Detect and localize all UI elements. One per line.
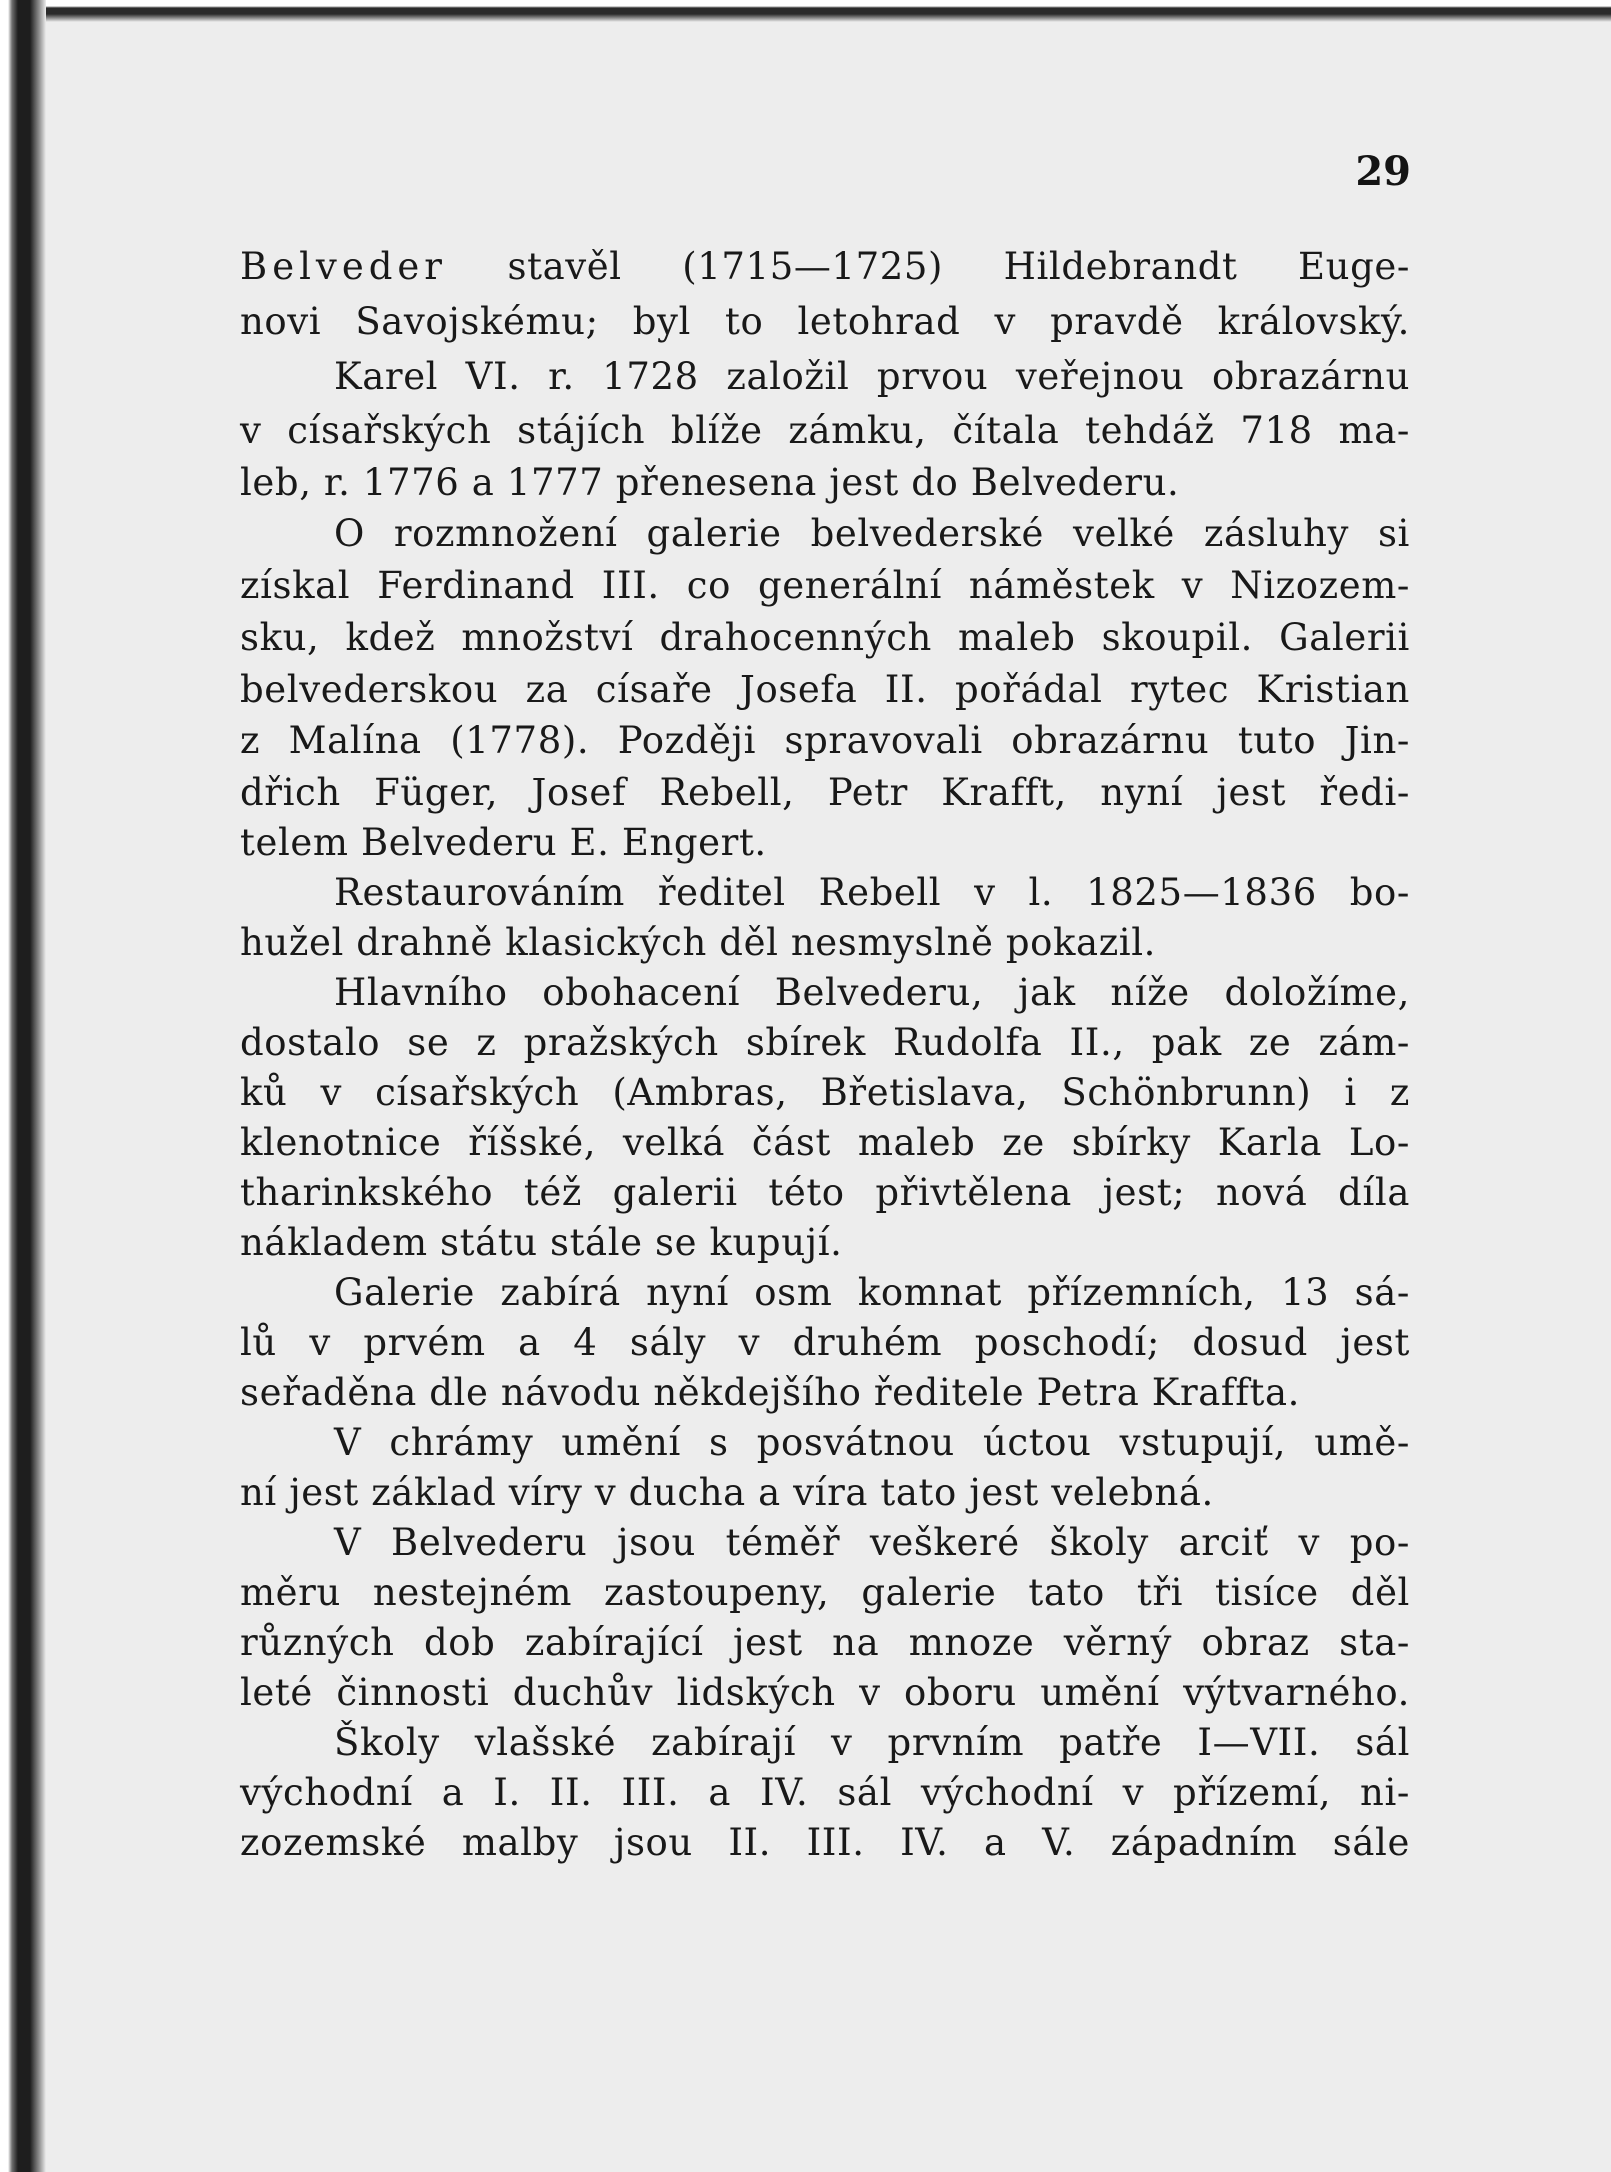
text-line-23: seřaděna dle návodu někdejšího ředitele Petra Kraffta. <box>240 1371 1300 1414</box>
text-line-22: lů v prvém a 4 sály v druhém poschodí; dosud jest <box>240 1321 1410 1364</box>
text-line-1-rest: stavěl (1715—1725) Hildebrandt Euge- <box>507 245 1410 288</box>
text-line-10: z Malína (1778). Později spravovali obrazárnu tuto Jin- <box>240 719 1410 762</box>
text-line-8: sku, kdež množství drahocenných maleb skoupil. Galerii <box>240 616 1410 659</box>
text-line-5: leb, r. 1776 a 1777 přenesena jest do Belvederu. <box>240 461 1180 504</box>
text-line-1 <box>240 242 1410 292</box>
text-line-32: zozemské malby jsou II. III. IV. a V. západním sále <box>240 1821 1410 1864</box>
text-line-29: leté činnosti duchův lidských v oboru umění výtvarného. <box>240 1671 1410 1714</box>
text-line-7: získal Ferdinand III. co generální náměstek v Nizozem- <box>240 564 1410 607</box>
text-line-25: ní jest základ víry v ducha a víra tato jest velebná. <box>240 1471 1214 1514</box>
text-line-24: V chrámy umění s posvátnou úctou vstupují, umě- <box>334 1421 1410 1464</box>
text-line-12: telem Belvederu E. Engert. <box>240 821 767 864</box>
page-number: 29 <box>1355 148 1411 195</box>
text-line-26: V Belvederu jsou téměř veškeré školy arciť v po- <box>334 1521 1410 1564</box>
text-line-16: dostalo se z pražských sbírek Rudolfa II., pak ze zám- <box>240 1021 1410 1064</box>
scan-border-top <box>0 0 1611 22</box>
first-word: Belveder <box>240 245 447 288</box>
text-line-28: různých dob zabírající jest na mnoze věrný obraz sta- <box>240 1621 1410 1664</box>
text-line-6: O rozmnožení galerie belvederské velké zásluhy si <box>334 512 1410 555</box>
scan-border-left <box>0 0 46 2172</box>
text-line-11: dřich Füger, Josef Rebell, Petr Krafft, nyní jest ředi- <box>240 771 1410 814</box>
text-line-31: východní a I. II. III. a IV. sál východní v přízemí, ni- <box>240 1771 1410 1814</box>
text-line-21: Galerie zabírá nyní osm komnat přízemních, 13 sá- <box>334 1271 1410 1314</box>
text-line-14: hužel drahně klasických děl nesmyslně pokazil. <box>240 921 1157 964</box>
text-line-9: belvederskou za císaře Josefa II. pořádal rytec Kristian <box>240 668 1410 711</box>
text-line-17: ků v císařských (Ambras, Břetislava, Schönbrunn) i z <box>240 1071 1410 1114</box>
text-line-2: novi Savojskému; byl to letohrad v pravdě královský. <box>240 300 1410 343</box>
text-line-15: Hlavního obohacení Belvederu, jak níže doložíme, <box>334 971 1410 1014</box>
text-line-4: v císařských stájích blíže zámku, čítala tehdáž 718 ma- <box>240 409 1410 452</box>
text-line-30: Školy vlašské zabírají v prvním patře I—VII. sál <box>334 1721 1410 1764</box>
text-line-27: měru nestejném zastoupeny, galerie tato tři tisíce děl <box>240 1571 1410 1614</box>
text-line-20: nákladem státu stále se kupují. <box>240 1221 843 1264</box>
text-line-3: Karel VI. r. 1728 založil prvou veřejnou obrazárnu <box>334 355 1410 398</box>
text-line-13: Restaurováním ředitel Rebell v l. 1825—1836 bo- <box>334 871 1410 914</box>
text-line-18: klenotnice říšské, velká část maleb ze sbírky Karla Lo- <box>240 1121 1410 1164</box>
text-line-19: tharinkského též galerii této přivtělena jest; nová díla <box>240 1171 1410 1214</box>
